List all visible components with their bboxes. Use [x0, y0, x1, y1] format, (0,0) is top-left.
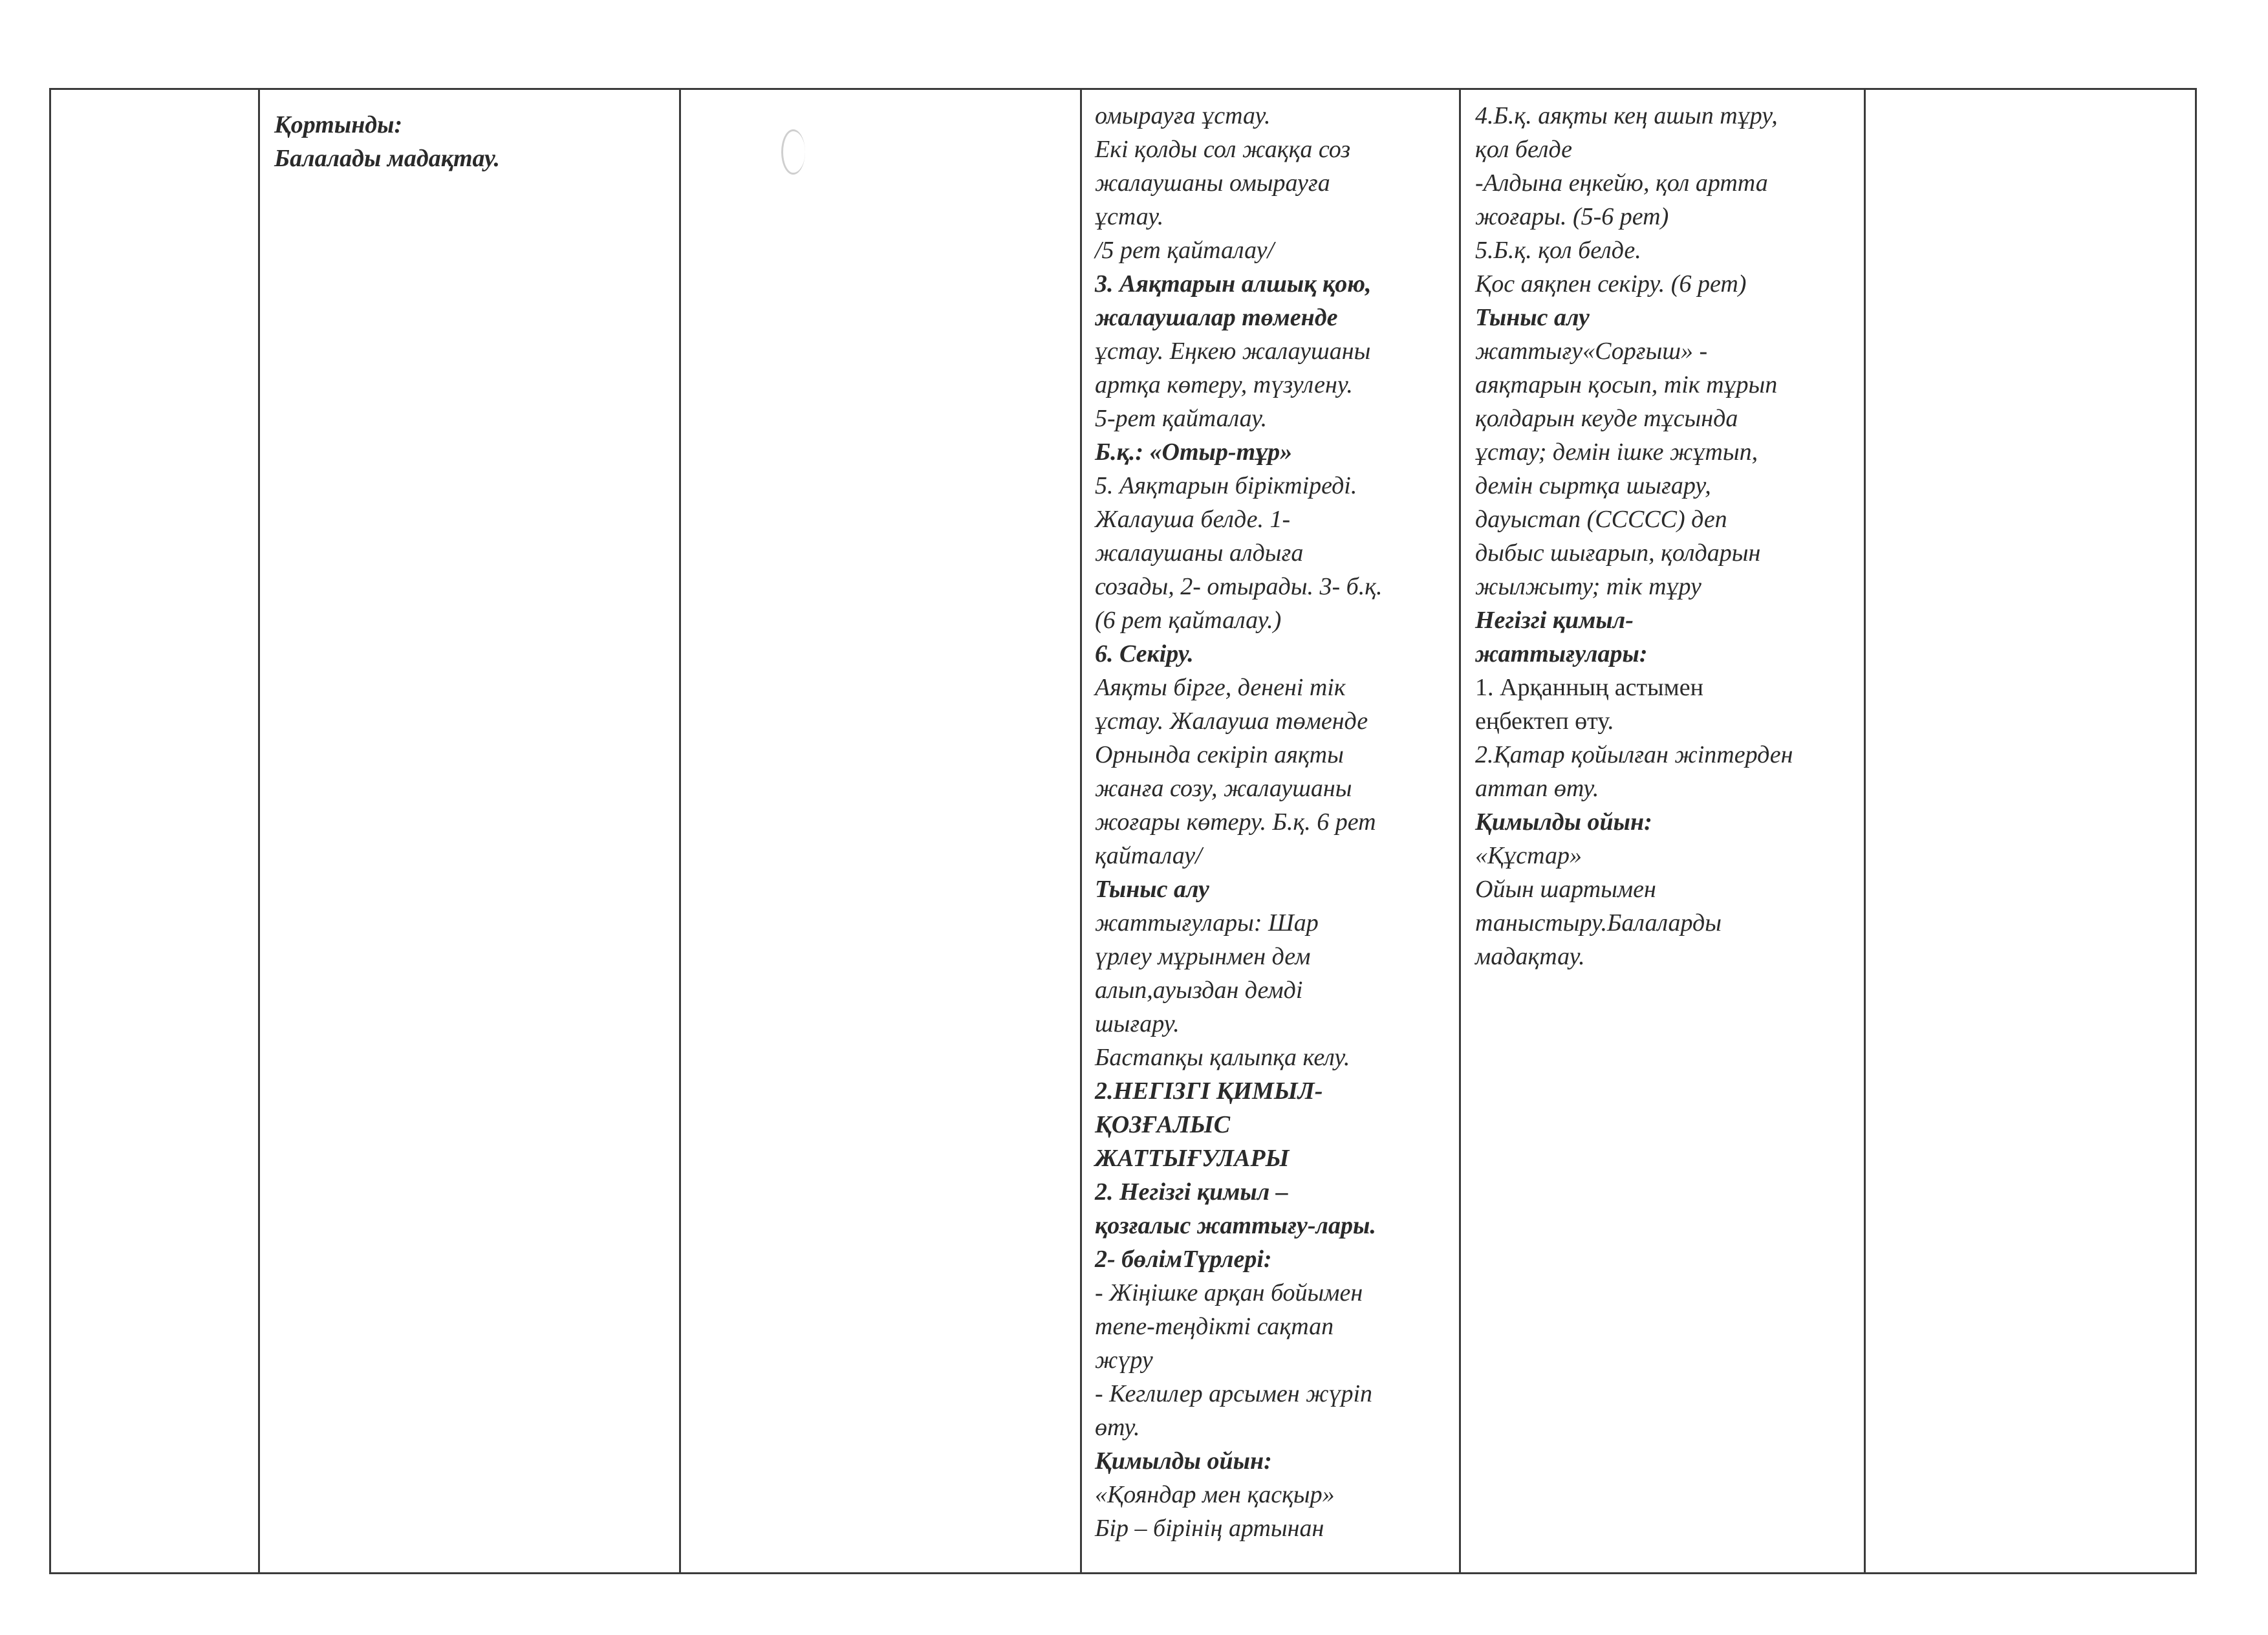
text-line: «Қояндар мен қасқыр»: [1095, 1481, 1335, 1508]
text-line: 1. Арқанның астымен: [1475, 674, 1703, 701]
text-line: алып,ауыздан демді: [1095, 977, 1303, 1004]
table-cell-col4: [1081, 89, 1460, 1574]
text-line: Қимылды ойын:: [1095, 1447, 1272, 1475]
exercise-continuation-text: [1461, 90, 1864, 973]
text-line: аяқтарын қосып, тік тұрып: [1475, 371, 1778, 398]
text-line: ЖАТТЫҒУЛАРЫ: [1095, 1145, 1290, 1172]
text-line: жаттығулары:: [1475, 640, 1648, 667]
text-line: жалаушалар төменде: [1095, 304, 1338, 331]
text-line: 4.Б.қ. аяқты кең ашып тұру,: [1475, 102, 1778, 129]
text-line: тепе-теңдікті сақтап: [1095, 1313, 1334, 1340]
text-line: 2.НЕГІЗГІ ҚИМЫЛ-: [1095, 1077, 1323, 1105]
text-line: ұстау.: [1095, 203, 1164, 230]
text-line: жоғары. (5-6 рет): [1475, 203, 1669, 230]
scan-mark: [781, 129, 805, 175]
text-line: шығару.: [1095, 1010, 1180, 1037]
text-line: ұстау. Еңкею жалаушаны: [1095, 338, 1371, 365]
text-line: жүру: [1095, 1347, 1153, 1374]
text-line: жылжыту; тік тұру: [1475, 573, 1701, 600]
text-line: Қортынды:: [274, 111, 403, 138]
text-line: 5. Аяқтарын біріктіреді.: [1095, 472, 1357, 499]
text-line: демін сыртқа шығару,: [1475, 472, 1711, 499]
text-line: - Кеглилер арсымен жүріп: [1095, 1380, 1373, 1407]
text-line: Жалауша белде. 1-: [1095, 506, 1291, 533]
text-line: созады, 2- отырады. 3- б.қ.: [1095, 573, 1383, 600]
text-line: қол белде: [1475, 136, 1573, 163]
text-line: -Алдына еңкейю, қол артта: [1475, 169, 1768, 197]
text-line: Қимылды ойын:: [1475, 808, 1652, 836]
table-cell-col2: [259, 89, 680, 1574]
text-line: 2- бөлімТүрлері:: [1095, 1246, 1272, 1273]
text-line: Бір – бірінің артынан: [1095, 1515, 1324, 1542]
text-line: Негізгі қимыл-: [1475, 607, 1634, 634]
text-line: артқа көтеру, түзулену.: [1095, 371, 1353, 398]
text-line: ұстау. Жалауша төменде: [1095, 708, 1368, 735]
text-line: омырауға ұстау.: [1095, 102, 1271, 129]
text-line: /5 рет қайталау/: [1095, 237, 1275, 264]
text-line: үрлеу мұрынмен дем: [1095, 943, 1311, 970]
text-line: дауыстап (ССССС) деп: [1475, 506, 1727, 533]
text-line: Тыныс алу: [1475, 304, 1590, 331]
text-line: 6. Секіру.: [1095, 640, 1194, 667]
text-line: Тыныс алу: [1095, 876, 1209, 903]
text-line: жанға созу, жалаушаны: [1095, 775, 1352, 802]
text-line: мадақтау.: [1475, 943, 1585, 970]
text-line: 5.Б.қ. қол белде.: [1475, 237, 1641, 264]
text-line: өту.: [1095, 1414, 1140, 1441]
text-line: Қос аяқпен секіру. (6 рет): [1475, 270, 1747, 298]
text-line: 2. Негізгі қимыл –: [1095, 1178, 1288, 1206]
text-line: - Жіңішке арқан бойымен: [1095, 1279, 1363, 1306]
text-line: қозғалыс жаттығу-лары.: [1095, 1212, 1376, 1239]
text-line: дыбыс шығарып, қолдарын: [1475, 539, 1761, 567]
text-line: жаттығулары: Шар: [1095, 909, 1319, 937]
text-line: ұстау; демін ішке жұтып,: [1475, 439, 1758, 466]
text-line: 3. Аяқтарын алшық қою,: [1095, 270, 1372, 298]
text-line: аттап өту.: [1475, 775, 1599, 802]
table-cell-col5: [1460, 89, 1865, 1574]
table-cell-col6: [1865, 89, 2196, 1574]
text-line: 2.Қатар қойылған жіптерден: [1475, 741, 1793, 768]
text-line: жалаушаны омырауға: [1095, 169, 1330, 197]
table-row: [50, 89, 2196, 1574]
text-line: жаттығу«Сорғыш» -: [1475, 338, 1708, 365]
conclusion-text: [260, 90, 679, 175]
text-line: қайталау/: [1095, 842, 1202, 869]
text-line: «Құстар»: [1475, 842, 1582, 869]
text-line: Аяқты бірге, денені тік: [1095, 674, 1346, 701]
text-line: таныстыру.Балаларды: [1475, 909, 1722, 937]
text-line: Орнында секіріп аяқты: [1095, 741, 1344, 768]
table-cell-col1: [50, 89, 259, 1574]
text-line: қолдарын кеуде тұсында: [1475, 405, 1738, 432]
text-line: Балалады мадақтау.: [274, 145, 501, 172]
table-cell-col3: [680, 89, 1081, 1574]
text-line: Ойын шартымен: [1475, 876, 1656, 903]
text-line: Б.қ.: «Отыр-тұр»: [1095, 439, 1293, 466]
text-line: еңбектеп өту.: [1475, 708, 1614, 735]
text-line: жалаушаны алдыға: [1095, 539, 1304, 567]
text-line: (6 рет қайталау.): [1095, 607, 1282, 634]
text-line: ҚОЗҒАЛЫС: [1095, 1111, 1231, 1138]
exercise-description-text: [1082, 90, 1459, 1545]
text-line: жоғары көтеру. Б.қ. 6 рет: [1095, 808, 1376, 836]
text-line: Екі қолды сол жаққа соз: [1095, 136, 1351, 163]
lesson-plan-table: [49, 88, 2197, 1574]
text-line: 5-рет қайталау.: [1095, 405, 1268, 432]
text-line: Бастапқы қалыпқа келу.: [1095, 1044, 1350, 1071]
